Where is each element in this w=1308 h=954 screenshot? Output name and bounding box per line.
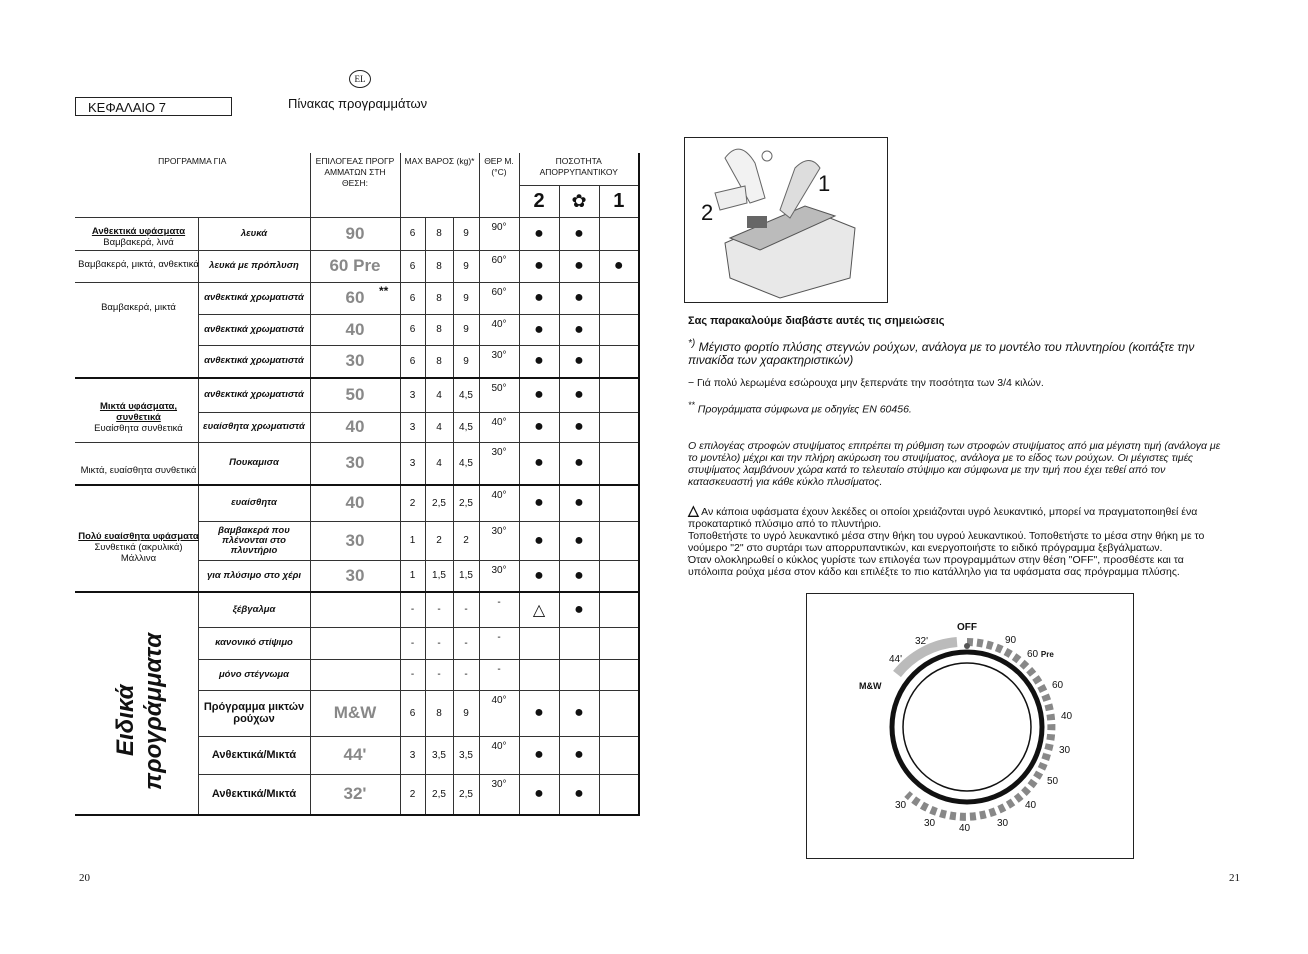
selector-position	[310, 592, 400, 627]
max-weight-cell: 1,5	[453, 560, 479, 592]
temperature-cell: 60°	[479, 250, 519, 282]
detergent-cell	[599, 485, 639, 521]
max-weight-cell: 2,5	[425, 485, 453, 521]
max-weight-cell: 8	[425, 690, 453, 736]
selector-position: 44'	[310, 736, 400, 774]
language-badge: EL	[349, 70, 371, 88]
max-weight-cell: 8	[425, 250, 453, 282]
program-name: ευαίσθητα	[198, 485, 310, 521]
temperature-cell: 30°	[479, 560, 519, 592]
selector-position	[310, 659, 400, 690]
detergent-cell: ●	[559, 485, 599, 521]
selector-position: 50	[310, 378, 400, 412]
table-row	[75, 314, 639, 345]
detergent-cell: ●	[519, 521, 559, 560]
notes-heading: Σας παρακαλούμε διαβάστε αυτές τις σημειώσεις	[688, 315, 945, 327]
detergent-cell	[599, 659, 639, 690]
group-6-title: Πολύ ευαίσθητα υφάσματα	[78, 531, 199, 542]
detergent-cell	[559, 627, 599, 659]
dial-60pre: 60 Pre	[1027, 649, 1054, 660]
page-title: Πίνακας προγραμμάτων	[288, 96, 428, 111]
max-weight-cell: 4	[425, 412, 453, 442]
dial-50: 50	[1047, 776, 1059, 787]
detergent-cell: ●	[599, 250, 639, 282]
note-2: − Γιά πολύ λερωμένα εσώρουχα μην ξεπερνάτε την ποσότητα των 3/4 κιλών.	[688, 377, 1044, 389]
detergent-cell: ●	[559, 217, 599, 250]
dial-40c: 40	[959, 823, 971, 834]
dial-40b: 40	[1025, 800, 1037, 811]
detergent-cell	[599, 217, 639, 250]
temperature-cell: -	[479, 592, 519, 627]
temperature-cell: 30°	[479, 521, 519, 560]
note-3-text: Προγράμματα σύμφωνα με οδηγίες EN 60456.	[697, 403, 912, 416]
group-1-title: Ανθεκτικά υφάσματα	[91, 226, 186, 237]
selector-position: 40	[310, 412, 400, 442]
dial-32: 32'	[915, 636, 929, 647]
max-weight-cell: 4	[425, 378, 453, 412]
detergent-cell: ●	[559, 736, 599, 774]
detergent-cell	[599, 560, 639, 592]
warning-triangle-icon: △	[688, 501, 699, 518]
max-weight-cell: -	[425, 592, 453, 627]
program-name: Ανθεκτικά/Μικτά	[198, 774, 310, 815]
group-1	[76, 223, 201, 251]
detergent-cell: ●	[559, 442, 599, 485]
group-4-title: Μικτά υφάσματα, συνθετικά	[99, 401, 178, 423]
program-name: Ανθεκτικά/Μικτά	[198, 736, 310, 774]
group-6	[76, 528, 201, 567]
detergent-cell	[599, 314, 639, 345]
temperature-cell: 60°	[479, 282, 519, 314]
dial-30b: 30	[997, 818, 1009, 829]
group-4-sub: Ευαίσθητα συνθετικά	[94, 423, 183, 434]
max-weight-cell: 2	[400, 774, 425, 815]
max-weight-cell: 1	[400, 560, 425, 592]
detergent-cell	[599, 345, 639, 378]
note-5b: Τοποθετήστε το υγρό λευκαντικό μέσα στην θήκη του υγρού λευκαντικού. Τοποθετήστε το μέσα στην θήκη με το νούμερο "2" στο συρτάρι των απορρυπαντικών, και ενεργοποιήστε το ειδικό πρόγραμμα ξεβγάλματων.	[688, 529, 1205, 554]
detergent-cell: ●	[519, 560, 559, 592]
max-weight-cell: 6	[400, 282, 425, 314]
temperature-cell: 40°	[479, 412, 519, 442]
flower-icon: ✿	[559, 185, 599, 217]
temperature-cell: 90°	[479, 217, 519, 250]
max-weight-cell: 6	[400, 690, 425, 736]
program-name: για πλύσιμο στο χέρι	[198, 560, 310, 592]
temperature-cell: -	[479, 659, 519, 690]
note-1-text: Μέγιστο φορτίο πλύσης στεγνών ρούχων, ανάλογα με το μοντέλο του πλυντηρίου (κοιτάξτε την πινακίδα των χαρακτηριστικών)	[688, 340, 1195, 367]
detergent-cell: ●	[519, 412, 559, 442]
detergent-cell: △	[519, 592, 559, 627]
detergent-cell	[599, 690, 639, 736]
program-name: μόνο στέγνωμα	[198, 659, 310, 690]
group-1-sub: Βαμβακερά, λινά	[103, 237, 174, 248]
max-weight-cell: 6	[400, 314, 425, 345]
temperature-cell: 50°	[479, 378, 519, 412]
max-weight-cell: 4,5	[453, 378, 479, 412]
detergent-cell	[599, 442, 639, 485]
max-weight-cell: 2,5	[453, 485, 479, 521]
max-weight-cell: -	[400, 627, 425, 659]
selector-position: 30	[310, 442, 400, 485]
selector-position: 32'	[310, 774, 400, 815]
max-weight-cell: 4,5	[453, 442, 479, 485]
max-weight-cell: 9	[453, 690, 479, 736]
max-weight-cell: -	[425, 659, 453, 690]
detergent-cell	[599, 627, 639, 659]
max-weight-cell: 9	[453, 282, 479, 314]
max-weight-cell: 8	[425, 314, 453, 345]
max-weight-cell: 1	[400, 521, 425, 560]
detergent-cell: ●	[519, 485, 559, 521]
selector-position: 60 Pre	[310, 250, 400, 282]
dial-30d: 30	[895, 800, 907, 811]
detergent-cell: ●	[559, 412, 599, 442]
dial-60: 60	[1052, 680, 1064, 691]
detergent-cell: ●	[519, 690, 559, 736]
detergent-cell: ●	[519, 774, 559, 815]
temperature-cell: 40°	[479, 314, 519, 345]
max-weight-cell: 8	[425, 345, 453, 378]
max-weight-cell: 9	[453, 250, 479, 282]
detergent-cell	[599, 521, 639, 560]
temperature-cell: 30°	[479, 774, 519, 815]
header-detergent: ΠΟΣΟΤΗΤΑ ΑΠΟΡΡΥΠΑΝΤΙΚΟΥ	[519, 153, 639, 185]
group-3-sub: Βαμβακερά, μικτά	[101, 302, 176, 313]
detergent-cell: ●	[559, 521, 599, 560]
max-weight-cell: 8	[425, 282, 453, 314]
max-weight-cell: 3,5	[453, 736, 479, 774]
page-number-right: 21	[1229, 872, 1240, 884]
max-weight-cell: 9	[453, 314, 479, 345]
max-weight-cell: -	[425, 627, 453, 659]
detergent-cell: ●	[559, 690, 599, 736]
temperature-cell: 40°	[479, 485, 519, 521]
group-4	[76, 398, 201, 437]
detergent-cell: ●	[559, 314, 599, 345]
selector-position: 60	[310, 282, 400, 314]
program-name: ανθεκτικά χρωματιστά	[198, 314, 310, 345]
program-name: ανθεκτικά χρωματιστά	[198, 378, 310, 412]
max-weight-cell: 3	[400, 442, 425, 485]
max-weight-cell: 3	[400, 736, 425, 774]
selector-position: 90	[310, 217, 400, 250]
table-row	[75, 345, 639, 378]
detergent-cell	[599, 592, 639, 627]
selector-position: 30	[310, 560, 400, 592]
notes	[688, 315, 1228, 578]
table-row	[75, 592, 639, 627]
selector-position: 30	[310, 521, 400, 560]
program-name: ευαίσθητα χρωματιστά	[198, 412, 310, 442]
detergent-cell: ●	[559, 345, 599, 378]
note-5c: Όταν ολοκληρωθεί ο κύκλος γυρίστε των επιλογέα των προγραμμάτων στην θέση "OFF", προσθέστε και τα υπόλοιπα ρούχα μέσα στον κάδο και επιλέξτε το πιο κατάλληλο για τα υφάσματα σας πρόγραμμα πλύσης.	[688, 553, 1184, 578]
program-name: Πουκαμισα	[198, 442, 310, 485]
detergent-cell: ●	[559, 560, 599, 592]
group-5-sub: Μικτά, ευαίσθητα συνθετικά	[80, 465, 197, 476]
detergent-cell: ●	[559, 250, 599, 282]
header-program-for: ΠΡΟΓΡΑΜΜΑ ΓΙΑ	[75, 153, 310, 217]
detergent-cell	[599, 774, 639, 815]
detergent-cell	[519, 627, 559, 659]
program-name: ανθεκτικά χρωματιστά	[198, 345, 310, 378]
dial-90: 90	[1005, 635, 1017, 646]
compartment-1-label: 1	[599, 185, 639, 217]
double-star-mark: **	[379, 284, 389, 298]
dial-30c: 30	[924, 818, 936, 829]
max-weight-cell: 2,5	[425, 774, 453, 815]
dial-40a: 40	[1061, 711, 1073, 722]
temperature-cell: -	[479, 627, 519, 659]
max-weight-cell: -	[453, 659, 479, 690]
max-weight-cell: 9	[453, 345, 479, 378]
detergent-cell	[599, 378, 639, 412]
program-name: ανθεκτικά χρωματιστά	[198, 282, 310, 314]
max-weight-cell: 6	[400, 217, 425, 250]
max-weight-cell: 8	[425, 217, 453, 250]
dial-illustration	[807, 594, 1133, 858]
temperature-cell: 40°	[479, 690, 519, 736]
table-row	[75, 485, 639, 521]
selector-position: 40	[310, 314, 400, 345]
detergent-cell: ●	[559, 592, 599, 627]
max-weight-cell: 3,5	[425, 736, 453, 774]
max-weight-cell: 4	[425, 442, 453, 485]
note-5	[688, 501, 1228, 578]
detergent-cell	[519, 659, 559, 690]
detergent-cell	[599, 282, 639, 314]
max-weight-cell: 6	[400, 345, 425, 378]
max-weight-cell: 9	[453, 217, 479, 250]
note-3	[688, 399, 1228, 416]
dial-off: OFF	[957, 622, 977, 633]
compartment-2-label: 2	[519, 185, 559, 217]
note-1	[688, 337, 1228, 367]
detergent-drawer-figure	[684, 137, 888, 303]
detergent-cell	[559, 659, 599, 690]
max-weight-cell: -	[400, 659, 425, 690]
selector-position: M&W	[310, 690, 400, 736]
program-dial-figure	[806, 593, 1134, 859]
chapter-label: ΚΕΦΑΛΑΙΟ 7	[75, 97, 232, 116]
program-name: ξέβγαλμα	[198, 592, 310, 627]
program-name: κανονικό στίψιμο	[198, 627, 310, 659]
detergent-cell: ●	[519, 442, 559, 485]
max-weight-cell: 3	[400, 412, 425, 442]
program-name: λευκά	[198, 217, 310, 250]
drawer-illustration	[685, 138, 887, 302]
note-1-mark: *)	[688, 338, 696, 349]
detergent-cell: ●	[559, 378, 599, 412]
program-name: Πρόγραμμα μικτών ρούχων	[198, 690, 310, 736]
figure-label-2: 2	[701, 200, 714, 225]
selector-position	[310, 627, 400, 659]
detergent-cell	[599, 736, 639, 774]
max-weight-cell: 6	[400, 250, 425, 282]
header-selector: ΕΠΙΛΟΓΕΑΣ ΠΡΟΓΡ ΑΜΜΑΤΩΝ ΣΤΗ ΘΕΣΗ:	[310, 153, 400, 217]
note-3-mark: **	[688, 400, 695, 410]
max-weight-cell: -	[400, 592, 425, 627]
note-5a: Αν κάποια υφάσματα έχουν λεκέδες οι οποίοι χρειάζονται υγρό λευκαντικό, μπορεί να πραγματοποιηθεί ένα προκαταρτικό πλύσιμο από το πλυντήριο.	[688, 505, 1198, 530]
group-6-sub: Συνθετικά (ακρυλικά) Μάλλινα	[94, 542, 183, 564]
temperature-cell: 30°	[479, 442, 519, 485]
dial-44: 44'	[889, 654, 903, 665]
max-weight-cell: 4,5	[453, 412, 479, 442]
detergent-cell: ●	[519, 314, 559, 345]
detergent-cell: ●	[519, 345, 559, 378]
detergent-cell: ●	[559, 282, 599, 314]
header-temperature: ΘΕΡ Μ. (°C)	[479, 153, 519, 217]
detergent-cell: ●	[519, 736, 559, 774]
detergent-cell: ●	[519, 282, 559, 314]
max-weight-cell: 2,5	[453, 774, 479, 815]
selector-position: 30	[310, 345, 400, 378]
header-max-weight: MAX ΒΑΡΟΣ (kg)*	[400, 153, 479, 217]
page-number-left: 20	[79, 872, 90, 884]
figure-label-1: 1	[818, 171, 831, 196]
detergent-cell: ●	[519, 378, 559, 412]
note-4: Ο επιλογέας στροφών στυψίματος επιτρέπει τη ρύθμιση των στροφών στυψίματος από μια μέγιστη τιμή (ανάλογα με το μοντέλο) μέχρι και την πλήρη ακύρωση του στυψίματος, ανάλογα με το είδος των ρούχων. Οι μέγιστες τιμές στυψίματος λαμβάνουν χώρα κατά το τελευταίο στύψιμο και σύμφωνα με την τιμή που έχει τεθεί από τον κατασκευαστή για κάθε κύκλο πλυσίματος.	[688, 439, 1221, 488]
max-weight-cell: 3	[400, 378, 425, 412]
temperature-cell: 30°	[479, 345, 519, 378]
detergent-cell: ●	[559, 774, 599, 815]
dial-30a: 30	[1059, 745, 1071, 756]
max-weight-cell: 2	[400, 485, 425, 521]
program-name: βαμβακερά που πλένονται στο πλυντήριο	[198, 521, 310, 560]
detergent-cell: ●	[519, 217, 559, 250]
program-name: λευκά με πρόπλυση	[198, 250, 310, 282]
max-weight-cell: 1,5	[425, 560, 453, 592]
temperature-cell: 40°	[479, 736, 519, 774]
detergent-cell: ●	[519, 250, 559, 282]
special-programs-title: Ειδικά προγράμματα	[112, 632, 167, 790]
selector-position: 40	[310, 485, 400, 521]
dial-mw: M&W	[859, 681, 882, 691]
max-weight-cell: 2	[453, 521, 479, 560]
detergent-cell	[599, 412, 639, 442]
max-weight-cell: -	[453, 592, 479, 627]
group-2-sub: Βαμβακερά, μικτά, ανθεκτικά	[78, 259, 199, 270]
max-weight-cell: 2	[425, 521, 453, 560]
max-weight-cell: -	[453, 627, 479, 659]
